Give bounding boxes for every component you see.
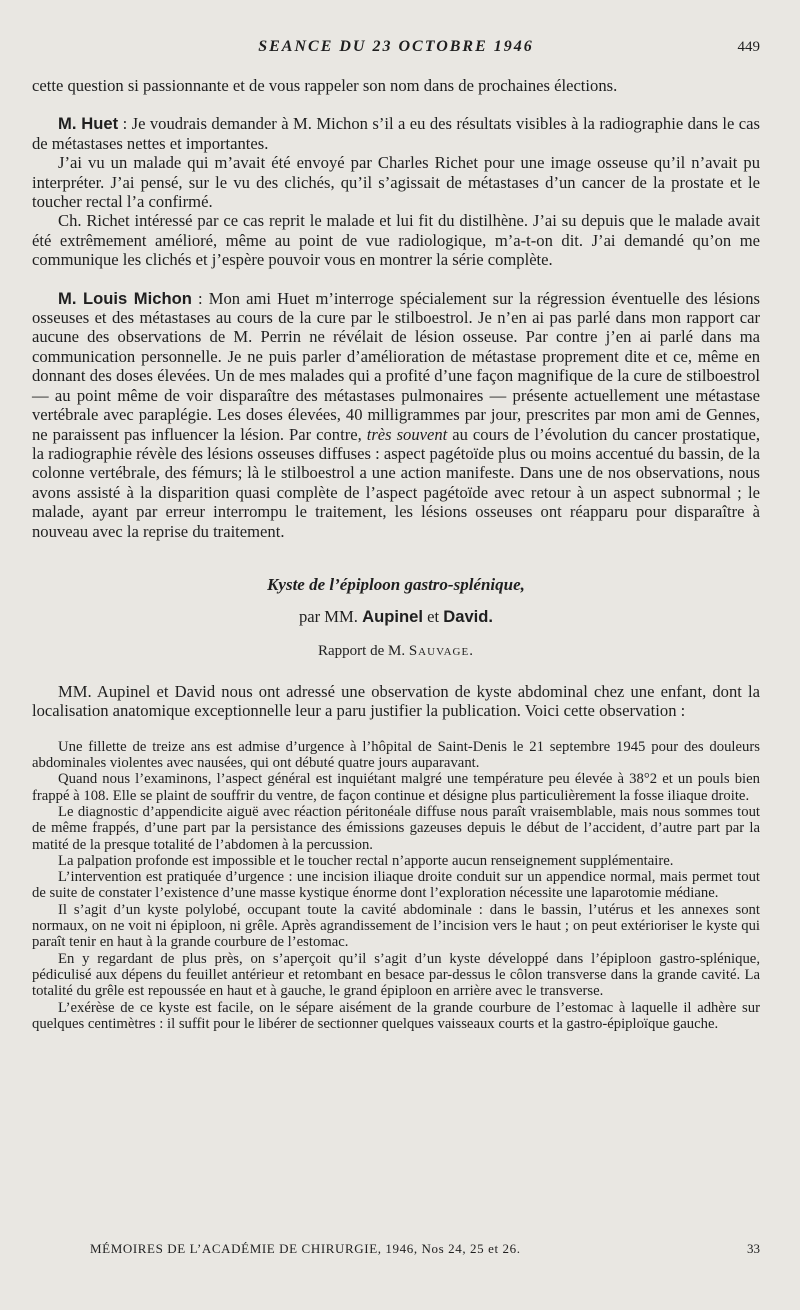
observation-paragraph: Quand nous l’examinons, l’aspect général est inquiétant malgré une température peu élevée à 38°2 et un pouls bien frappé à 108. Elle se plaint de souffrir du ventre, de façon continue et désigne plus particulièrement la fosse iliaque droite. <box>32 771 760 804</box>
huet-paragraph-3: Ch. Richet intéressé par ce cas reprit le malade et lui fit du distilhène. J’ai su depuis que le malade avait été extrêmement amélioré, même au point de vue radiologique, m’a-t-on dit. J’ai demandé qu’on me communique les clichés et j’espère pouvoir vous en montrer la série complète. <box>32 211 760 270</box>
huet-remark <box>32 114 760 153</box>
huet-paragraph-2: J’ai vu un malade qui m’avait été envoyé par Charles Richet pour une image osseuse qu’il n’avait pu interpréter. J’ai pensé, sur le vu des clichés, qu’il s’agissait de métastases d’un cancer de la prostate et le toucher rectal l’a confirmé. <box>32 153 760 212</box>
running-title: SEANCE DU 23 OCTOBRE 1946 <box>258 38 534 55</box>
running-header <box>32 38 760 60</box>
byline-prefix: par MM. <box>298 606 358 626</box>
speaker-name: M. Huet <box>58 114 119 134</box>
report-line <box>32 643 760 660</box>
report-prefix: Rapport de M. <box>318 642 406 659</box>
speaker-separator: : <box>191 288 209 308</box>
observation-paragraph: Une fillette de treize ans est admise d’urgence à l’hôpital de Saint-Denis le 21 septembre 1945 pour des douleurs abdominales violentes avec nausées, qui ont débuté quatre jours auparavant. <box>32 738 760 772</box>
journal-reference: MÉMOIRES DE L’ACADÉMIE DE CHIRURGIE, 1946, Nos 24, 25 et 26. <box>90 1241 521 1256</box>
observation-paragraph: En y regardant de plus près, on s’aperçoit qu’il s’agit d’un kyste développé dans l’épiploon gastro-splénique, pédiculisé aux dépens du feuillet antérieur et retombant en besace par-dessus le côlon transverse dans la grande cavité. La totalité du grêle est repoussée en haut et à gauche, le grand épiploon en arrière avec le transverse. <box>32 950 760 1000</box>
observation-paragraph: L’exérèse de ce kyste est facile, on le sépare aisément de la grande courbure de l’estomac à laquelle il adhère sur quelques centimètres : il suffit pour le libérer de sectionner quelques vaisseaux courts et la gastro-épiploïque gauche. <box>32 999 760 1032</box>
page-number: 449 <box>737 39 760 55</box>
observation-paragraph: La palpation profonde est impossible et le toucher rectal n’apporte aucun renseignement supplémentaire. <box>58 852 674 869</box>
michon-reply <box>32 289 760 541</box>
byline-and: et <box>427 606 440 626</box>
michon-text-b: au cours de l’évolution du cancer prostatique, la radiographie révèle des lésions osseuses diffuses : aspect pagétoïde plus ou moins accentué du bassin, de la colonne vertébrale, des fémurs; là le stilboestrol a une action manifeste. Dans une de nos observations, nous avons assisté à la disparition quasi complète de l’aspect pagétoïde avec retour à un aspect subnormal ; le malade, ayant par erreur interrompu le traitement, les lésions osseuses ont réapparu pour disparaître à nouveau avec la reprise du traitement. <box>32 424 760 541</box>
huet-text: Je voudrais demander à M. Michon s’il a eu des résultats visibles à la radiographie dans le cas de métastases nettes et importantes. <box>32 114 760 153</box>
observation-paragraph: Le diagnostic d’appendicite aiguë avec réaction péritonéale diffuse nous paraît vraisemblable, mais nous sommes tout de même frappés, d’une part par la persistance des émissions gazeuses depuis le début de l’accident, d’autre part par la matité de la presque totalité de l’abdomen à la percussion. <box>32 803 760 853</box>
observation-paragraph: Il s’agit d’un kyste polylobé, occupant toute la cavité abdominale : dans le bassin, l’utérus et les annexes sont normaux, on ne voit ni épiploon, ni grêle. Après agrandissement de l’incision vers le haut ; on peut extérioriser le kyste qui paraît tenir en haut à la grande courbure de l’estomac. <box>32 901 760 951</box>
page-body <box>32 76 760 1032</box>
speaker-name: M. Louis Michon <box>58 288 192 308</box>
author-1: Aupinel <box>362 606 423 626</box>
speaker-separator: : <box>118 114 132 134</box>
observation-text <box>32 739 760 1032</box>
signature-mark: 33 <box>747 1241 760 1256</box>
article-title: Kyste de l’épiploon gastro-splénique, <box>267 574 525 594</box>
observation-paragraph: L’intervention est pratiquée d’urgence : une incision iliaque droite conduit sur un appendice normal, mais permet tout de suite de constater l’existence d’une masse kystique énorme dont l’exploration nécessite une laparotomie médiane. <box>32 869 760 902</box>
reporter-name: Sauvage. <box>408 642 474 659</box>
page-footer <box>32 1241 760 1261</box>
author-2: David. <box>443 606 494 626</box>
paragraph-continued: cette question si passionnante et de vous rappeler son nom dans de prochaines élections. <box>32 76 618 95</box>
michon-text-italic: très souvent <box>366 424 448 444</box>
michon-text-a: Mon ami Huet m’interroge spécialement sur la régression éventuelle des lésions osseuses et des métastases au cours de la cure par le stilboestrol. Je n’en ai pas parlé dans mon rapport car aucune des observations de M. Perrin ne révélait de lésion osseuse. Par contre j’en ai parlé dans ma communication personnelle. Je ne puis parler d’amélioration de métastase proprement dite et ce, même en donnant des doses élevées. Un de mes malades qui a profité d’une façon magnifique de la cure de stilboestrol — au point même de voir disparaître des métastases pulmonaires — présente actuellement une métastase vertébrale avec paraplégie. Les doses élevées, 40 milligrammes par jour, prescrites par mon ami de Gennes, ne paraissent pas influencer la lésion. Par contre, <box>32 288 760 444</box>
article-byline <box>32 607 760 627</box>
article-intro: MM. Aupinel et David nous ont adressé une observation de kyste abdominal chez une enfant, dont la localisation anatomique exceptionnelle leur a paru justifier la publication. Voici cette observation : <box>32 681 760 721</box>
